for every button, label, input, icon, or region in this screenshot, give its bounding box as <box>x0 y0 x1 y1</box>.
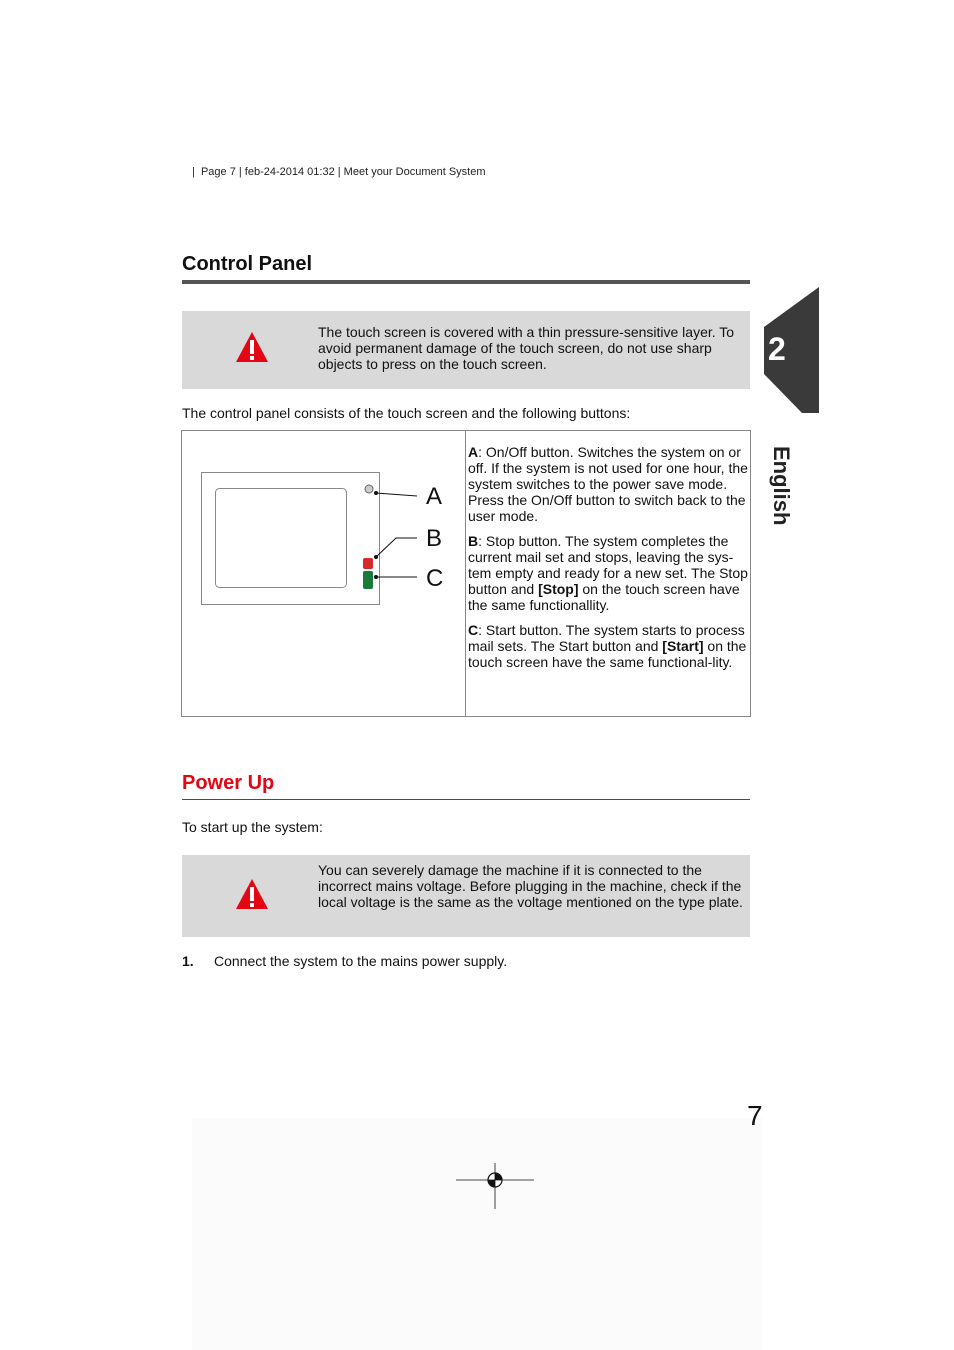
warning-icon <box>235 330 269 364</box>
control-panel-table <box>181 430 751 717</box>
section-title-control-panel: Control Panel <box>182 253 313 275</box>
control-panel-illustration <box>182 431 465 716</box>
table-divider <box>465 431 466 716</box>
callout-label-a: A <box>426 483 443 510</box>
warning-text: The touch screen is covered with a thin pressure-sensitive layer. To avoid permanent damage of the touch screen, do not use sharp objects to press on the touch screen. <box>318 324 735 372</box>
registration-mark-icon <box>456 1163 536 1211</box>
warning-box-touchscreen <box>182 311 750 389</box>
section-title-power-up: Power Up <box>182 772 275 794</box>
page-bottom-area <box>192 1118 762 1350</box>
callout-line-b <box>376 538 417 557</box>
page-number: 7 <box>747 1100 763 1131</box>
warning-icon <box>235 877 269 911</box>
heading-rule-red <box>182 799 750 800</box>
control-panel-intro: The control panel consists of the touch screen and the following buttons: <box>182 405 631 421</box>
callout-label-b: B <box>426 525 443 552</box>
button-descriptions <box>468 444 748 679</box>
step-text: Connect the system to the mains power supply. <box>214 953 508 969</box>
description-b: B: Stop button. The system completes the current mail set and stops, leaving the sys-tem empty and ready for a new set. The Stop button and [Stop] on the touch screen have the same functionallity. <box>468 533 748 613</box>
language-label: English <box>769 446 794 526</box>
on-off-button <box>365 485 373 493</box>
start-button <box>363 571 373 589</box>
chapter-number: 2 <box>768 331 786 367</box>
callout-line-a <box>376 493 417 496</box>
warning-text: You can severely damage the machine if it is connected to the incorrect mains voltage. Before plugging in the machine, check if the local voltage is the same as the voltage mentioned on the type plate. <box>318 862 743 910</box>
step-number: 1. <box>182 953 194 969</box>
touch-screen <box>216 489 347 588</box>
description-a: A: On/Off button. Switches the system on or off. If the system is not used for one hour, the system switches to the power save mode. Press the On/Off button to switch back to the user mode. <box>468 444 748 524</box>
heading-rule <box>182 280 750 284</box>
callout-label-c: C <box>426 565 444 592</box>
running-header: | Page 7 | feb-24-2014 01:32 | Meet your Document System <box>192 166 486 178</box>
stop-button <box>363 558 373 569</box>
warning-box-voltage <box>182 855 750 937</box>
power-up-intro: To start up the system: <box>182 819 323 835</box>
description-c: C: Start button. The system starts to process mail sets. The Start button and [Start] on the touch screen have the same functional-lity. <box>468 622 747 670</box>
